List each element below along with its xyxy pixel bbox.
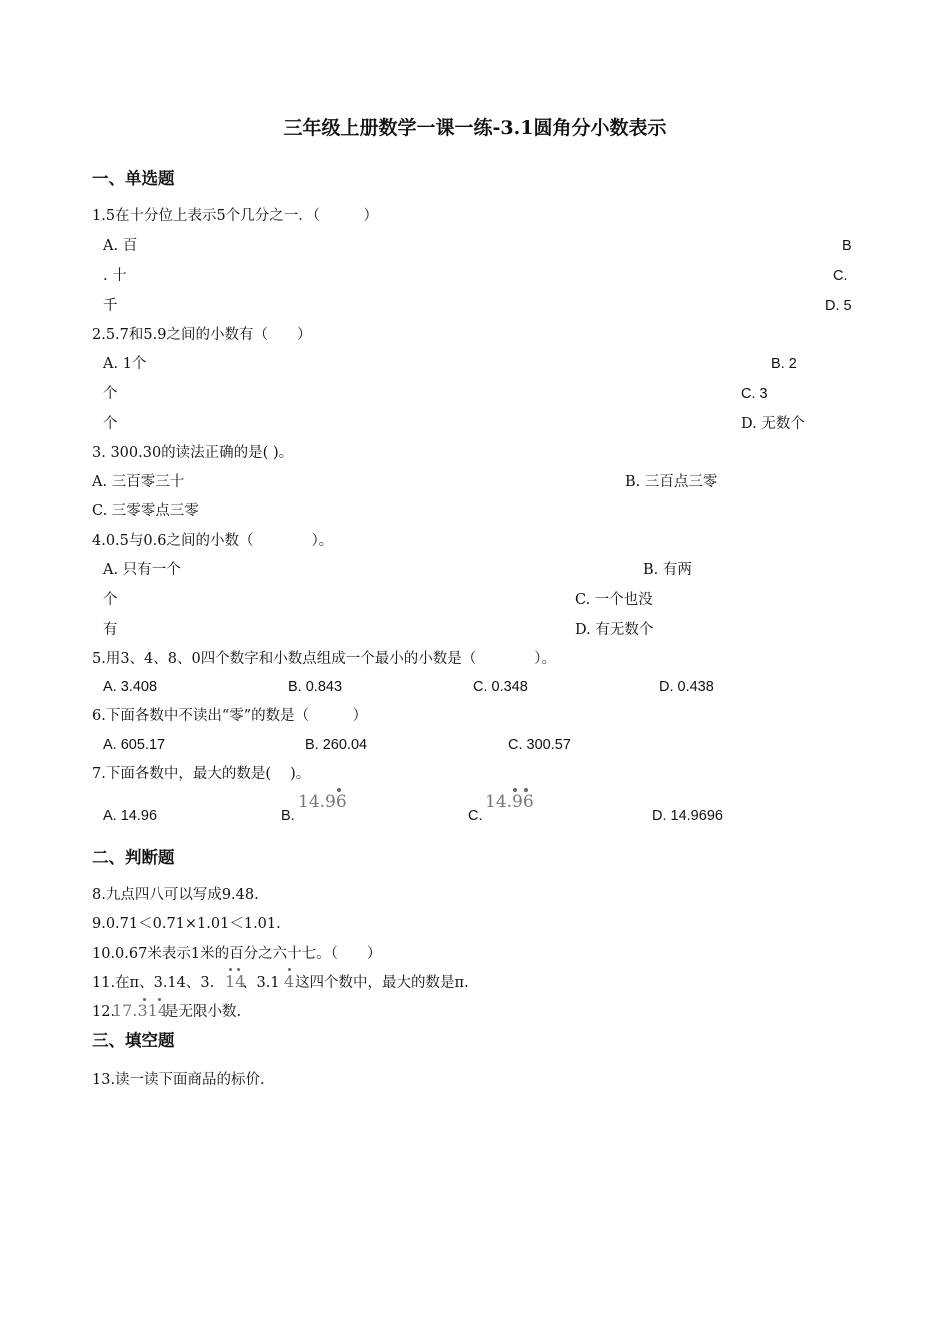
- question-11-part-3: 这四个数中，最大的数是π.: [295, 975, 469, 991]
- question-2-stem: 2.5.7和5.9之间的小数有（ ）: [92, 327, 312, 343]
- question-11-figure-2: 4: [284, 972, 295, 991]
- question-4-option-d[interactable]: D. 有无数个: [575, 622, 654, 638]
- question-7-stem: 7.下面各数中，最大的数是( )。: [92, 766, 311, 782]
- section-fill-blank: 三、填空题: [92, 1031, 175, 1050]
- question-7-option-c-figure: 14.96: [485, 792, 534, 812]
- question-2-option-c-head[interactable]: C. 3: [741, 386, 768, 402]
- question-7-option-a[interactable]: A. 14.96: [103, 808, 158, 824]
- question-11-part-1: 11.在π、3.14、3.: [92, 975, 215, 991]
- repeating-dot: [229, 968, 232, 971]
- question-3-option-b[interactable]: B. 三百点三零: [625, 474, 718, 490]
- question-12-part-2: 是无限小数.: [164, 1004, 242, 1020]
- question-4-option-a[interactable]: A. 只有一个: [103, 562, 181, 578]
- question-3-option-c[interactable]: C. 三零零点三零: [92, 503, 199, 519]
- question-4-option-b-head[interactable]: B. 有两: [643, 562, 692, 578]
- question-6-option-c[interactable]: C. 300.57: [508, 737, 571, 753]
- repeating-dot: [337, 788, 341, 792]
- question-5-option-d[interactable]: D. 0.438: [659, 679, 714, 695]
- question-1-option-a[interactable]: A. 百: [103, 238, 138, 254]
- question-1-option-c-tail[interactable]: 千: [103, 298, 118, 314]
- question-6-option-a[interactable]: A. 605.17: [103, 737, 166, 753]
- question-1-option-d[interactable]: D. 5: [825, 298, 852, 314]
- question-5-option-b[interactable]: B. 0.843: [288, 679, 343, 695]
- question-5-stem: 5.用3、4、8、0四个数字和小数点组成一个最小的小数是（ ）。: [92, 651, 556, 667]
- question-12-part-1: 12.: [92, 1004, 116, 1020]
- question-8: 8.九点四八可以写成9.48.: [92, 887, 259, 903]
- question-2-option-d[interactable]: D. 无数个: [741, 416, 805, 432]
- page-title: 三年级上册数学一课一练-3.1圆角分小数表示: [283, 117, 667, 139]
- repeating-dot: [143, 998, 146, 1001]
- question-11-figure-1: 14: [225, 972, 246, 991]
- question-2-option-c-tail[interactable]: 个: [103, 416, 118, 432]
- question-7-option-b-figure: 14.96: [298, 792, 347, 812]
- question-5-option-a[interactable]: A. 3.408: [103, 679, 158, 695]
- repeating-dot: [524, 788, 528, 792]
- question-2-option-b-tail[interactable]: 个: [103, 386, 118, 402]
- question-6-option-b[interactable]: B. 260.04: [305, 737, 368, 753]
- question-12-figure: 17.314: [112, 1001, 168, 1020]
- question-3-stem: 3. 300.30的读法正确的是( )。: [92, 445, 294, 461]
- question-1-option-b-head[interactable]: B: [842, 238, 852, 254]
- question-7-option-d[interactable]: D. 14.9696: [652, 808, 723, 824]
- question-7-option-c[interactable]: C.: [468, 808, 483, 824]
- question-7-option-b[interactable]: B.: [281, 808, 295, 824]
- question-4-stem: 4.0.5与0.6之间的小数（ ）。: [92, 533, 334, 549]
- question-1-stem: 1.5在十分位上表示5个几分之一．（ ）: [92, 208, 379, 224]
- question-4-option-c-head[interactable]: C. 一个也没: [575, 592, 653, 608]
- question-1-option-b-tail[interactable]: . 十: [103, 268, 127, 284]
- question-9: 9.0.71＜0.71×1.01＜1.01.: [92, 916, 281, 932]
- question-6-stem: 6.下面各数中不读出“零”的数是（ ）: [92, 708, 368, 724]
- question-2-option-a[interactable]: A. 1个: [103, 356, 147, 372]
- repeating-dot: [288, 968, 291, 971]
- repeating-dot: [513, 788, 517, 792]
- repeating-dot: [158, 998, 161, 1001]
- question-4-option-b-tail[interactable]: 个: [103, 592, 118, 608]
- question-3-option-a[interactable]: A. 三百零三十: [92, 474, 185, 490]
- question-2-option-b-head[interactable]: B. 2: [771, 356, 797, 372]
- question-5-option-c[interactable]: C. 0.348: [473, 679, 528, 695]
- section-single-choice: 一、单选题: [92, 169, 175, 188]
- repeating-dot: [237, 968, 240, 971]
- question-4-option-c-tail[interactable]: 有: [103, 622, 118, 638]
- question-11-part-2: 、3.1: [242, 975, 280, 991]
- question-1-option-c-head[interactable]: C.: [833, 268, 848, 284]
- question-10: 10.0.67米表示1米的百分之六十七。（ ）: [92, 946, 382, 962]
- question-13: 13.读一读下面商品的标价.: [92, 1072, 265, 1088]
- section-true-false: 二、判断题: [92, 848, 175, 867]
